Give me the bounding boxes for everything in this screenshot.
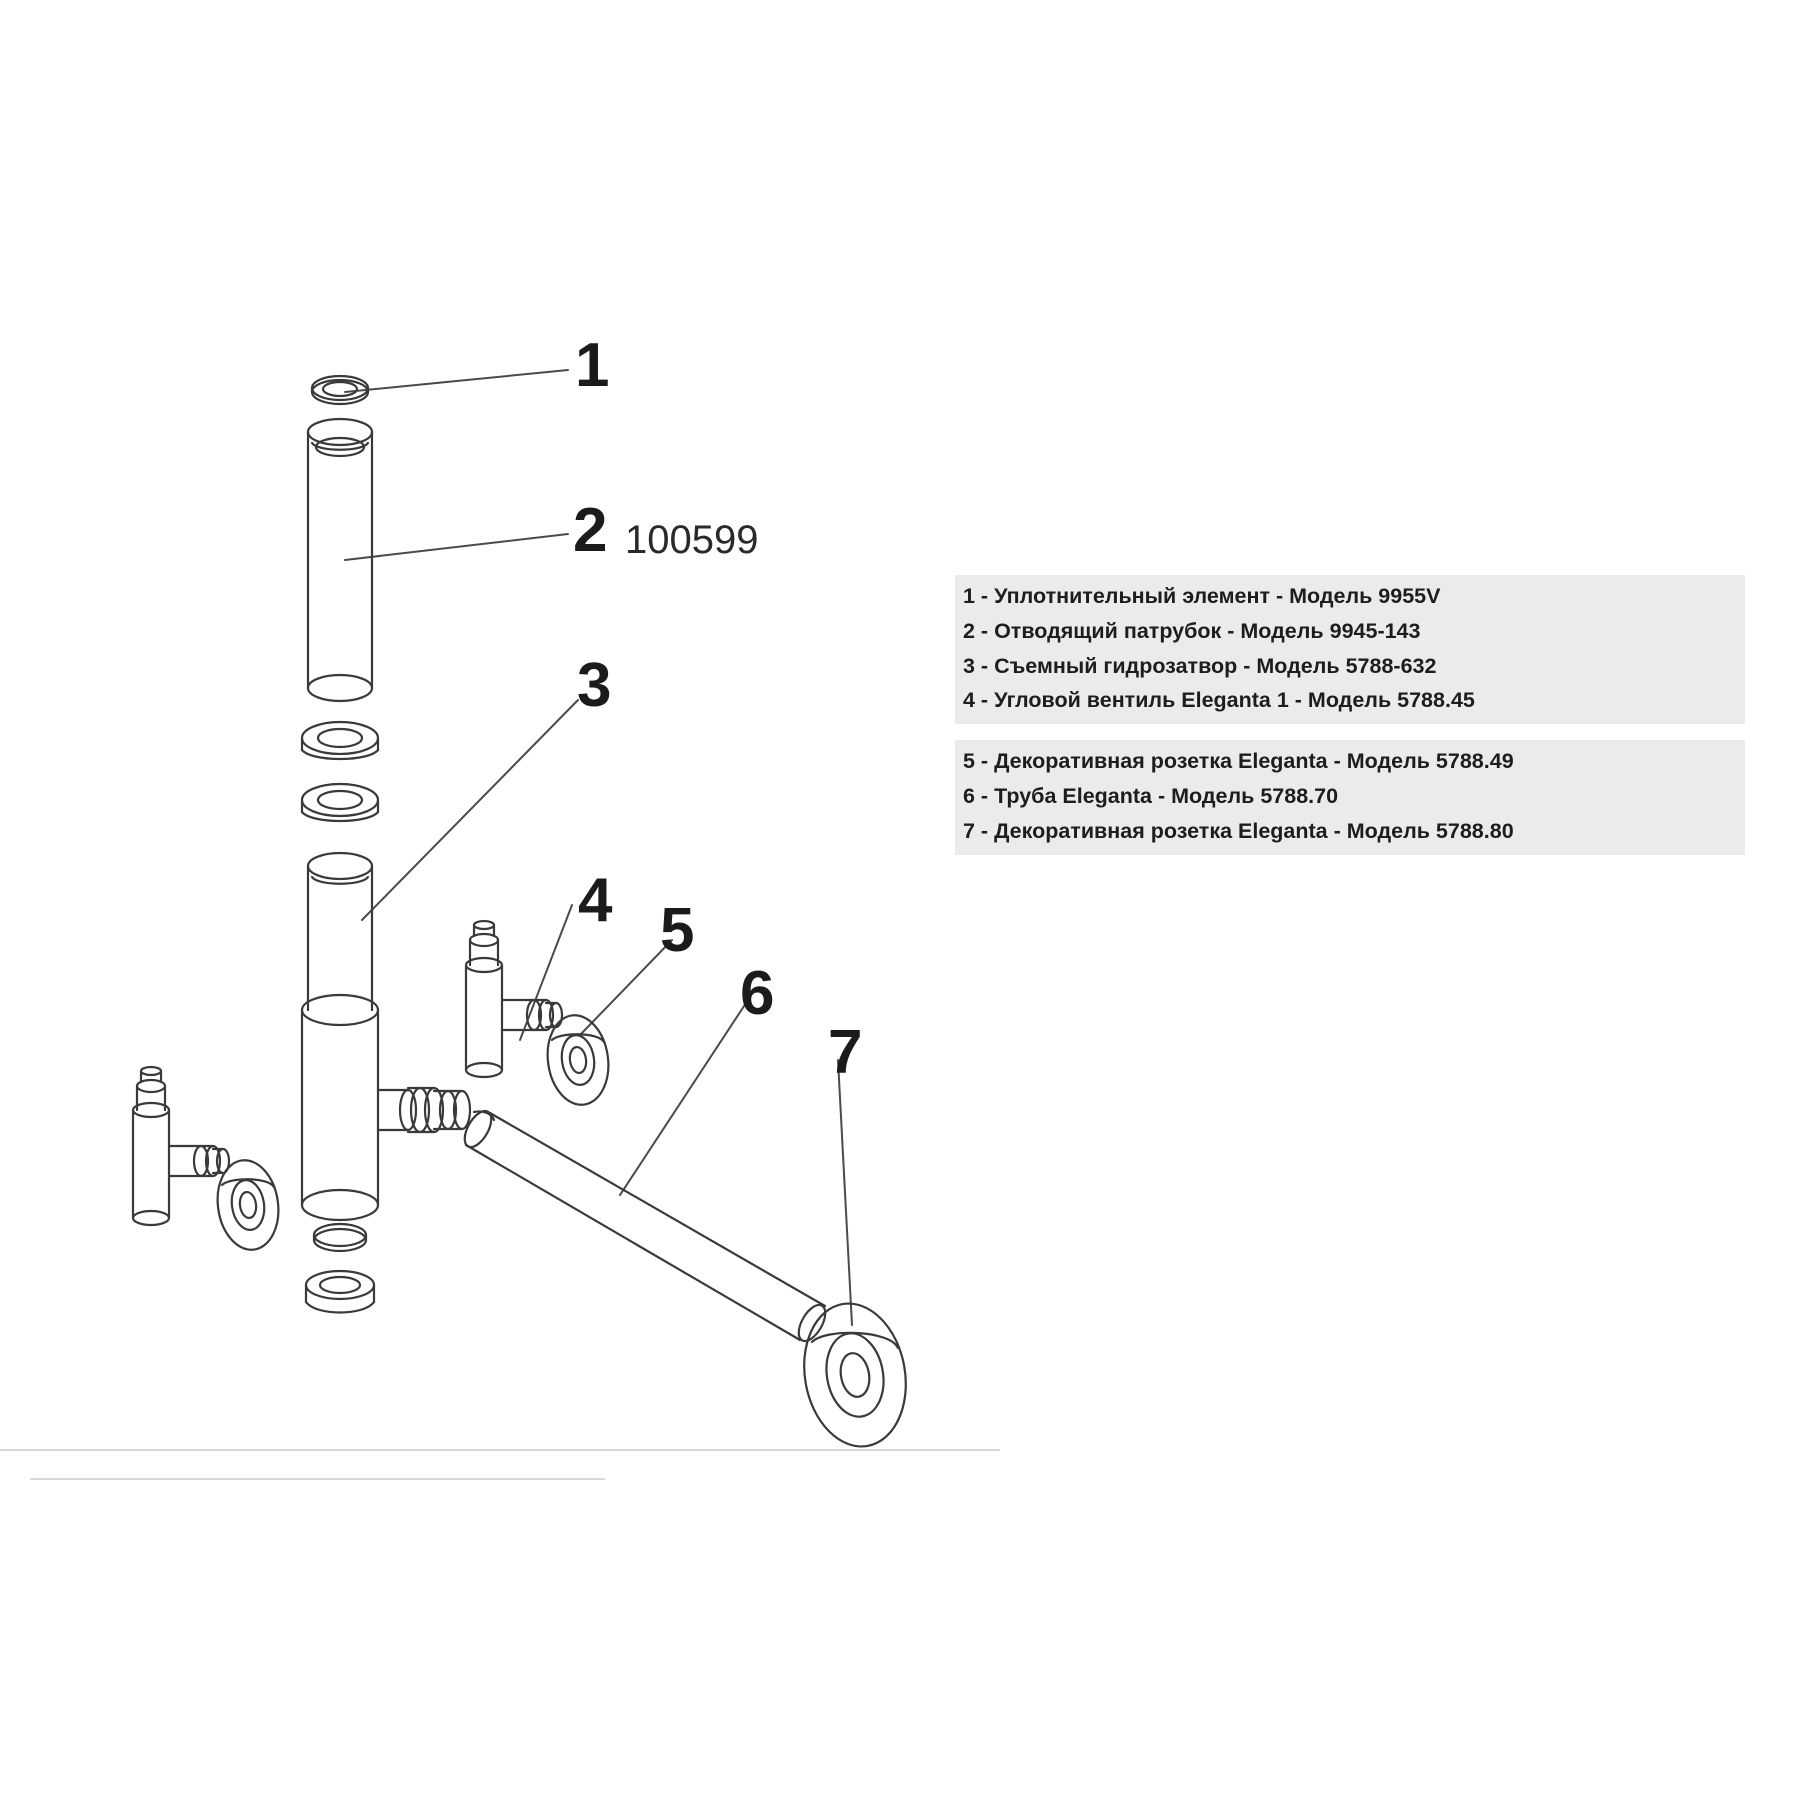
angle-valve-lower-left [133, 1067, 229, 1225]
callout-4: 4 [578, 866, 612, 935]
washer-upper [302, 722, 378, 759]
parts-legend [955, 575, 1745, 871]
part-7-rosette-bottom [793, 1295, 916, 1454]
callout-1: 1 [575, 331, 609, 400]
legend-item-3: 3 - Съемный гидрозатвор - Модель 5788-632 [963, 653, 1437, 678]
callout-2: 2 [573, 496, 607, 565]
part-2-outlet-pipe [308, 419, 372, 701]
legend-item-4: 4 - Угловой вентиль Eleganta 1 - Модель 5788.45 [963, 688, 1475, 713]
legend-item-1: 1 - Уплотнительный элемент - Модель 9955V [963, 584, 1441, 608]
legend-group-2 [955, 740, 1745, 854]
washer-lower [302, 784, 378, 821]
legend-item-2: 2 - Отводящий патрубок - Модель 9945-143 [963, 618, 1421, 643]
part-code-label: 100599 [625, 518, 759, 562]
divider-bottom-2 [30, 1478, 605, 1480]
legend-item-5: 5 - Декоративная розетка Eleganta - Модель 5788.49 [963, 749, 1514, 774]
legend-item-6: 6 - Труба Eleganta - Модель 5788.70 [963, 784, 1339, 809]
legend-item-7: 7 - Декоративная розетка Eleganta - Модель 5788.80 [963, 818, 1514, 843]
part-6-eleganta-pipe [459, 1107, 830, 1346]
divider-bottom-1 [0, 1449, 1000, 1451]
callout-3: 3 [577, 651, 611, 720]
callout-7: 7 [828, 1018, 862, 1087]
legend-group-1 [955, 575, 1745, 724]
rosette-lower-left [212, 1156, 284, 1253]
callout-6: 6 [740, 959, 774, 1028]
callout-5: 5 [660, 896, 694, 965]
part-3-removable-trap [302, 853, 470, 1313]
